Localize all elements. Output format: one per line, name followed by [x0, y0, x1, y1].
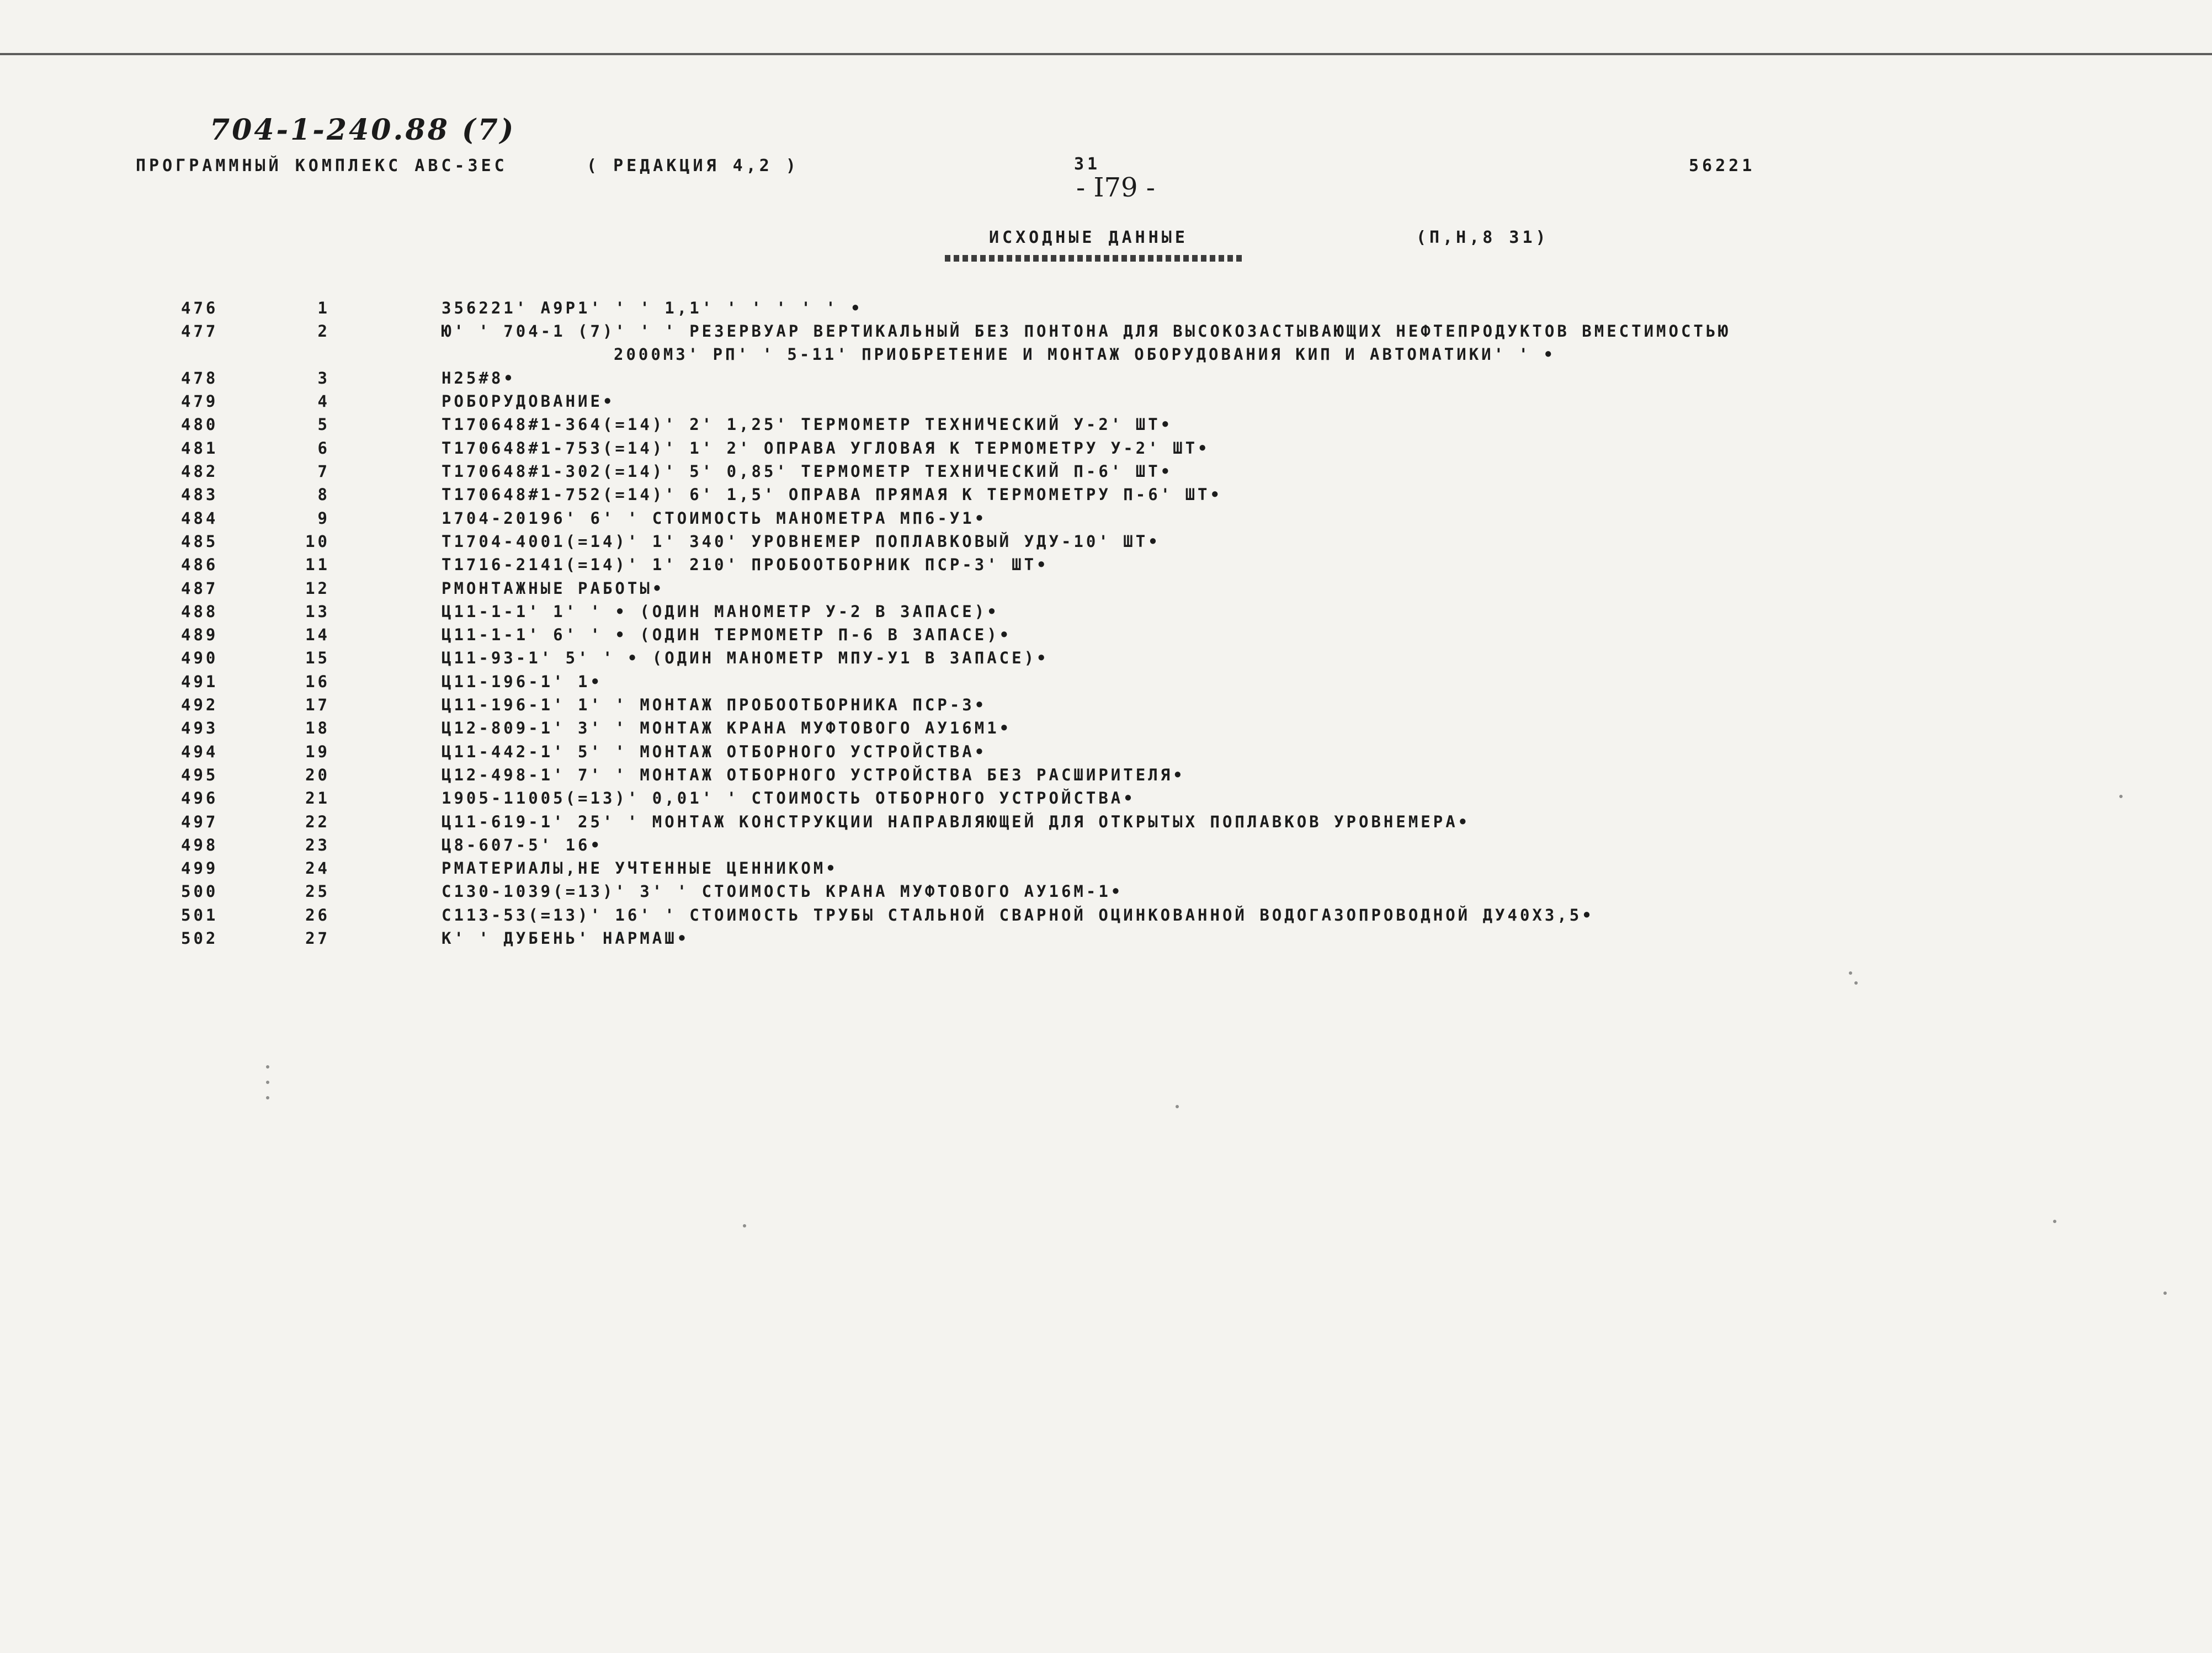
sequence-number: 23 [305, 835, 330, 854]
sequence-number: 14 [305, 625, 330, 645]
line-number: 478 [181, 368, 219, 387]
line-number: 485 [181, 531, 219, 551]
record-text: 356221' А9Р1' ' ' 1,1' ' ' ' ' ' • [442, 299, 863, 317]
line-number: 490 [181, 649, 219, 668]
line-number: 495 [181, 765, 219, 784]
scan-speck [1849, 971, 1852, 975]
sequence-number: 3 [317, 368, 330, 387]
record-continuation: 2000МЗ' РП' ' 5-11' ПРИОБРЕТЕНИЕ И МОНТАЖ ОБОРУДОВАНИЯ КИП И АВТОМАТИКИ' ' • [614, 345, 1556, 364]
line-number: 486 [181, 555, 219, 575]
scan-speck [743, 1224, 746, 1227]
line-number: 494 [181, 742, 219, 761]
sequence-number: 5 [317, 415, 330, 434]
record-text: Т170648#1-753(=14)' 1' 2' ОПРАВА УГЛОВАЯ К ТЕРМОМЕТРУ У-2' ШТ• [442, 438, 1210, 458]
listing-row [0, 880, 2212, 903]
line-number: 491 [181, 672, 219, 691]
line-number: 501 [181, 905, 219, 924]
listing-row [0, 507, 2212, 530]
line-number: 482 [181, 462, 219, 481]
code-right: 56221 [1689, 156, 1756, 176]
listing-row [0, 320, 2212, 366]
line-number: 502 [181, 929, 219, 948]
record-text: Т170648#1-302(=14)' 5' 0,85' ТЕРМОМЕТР ТЕХНИЧЕСКИЙ П-6' ШТ• [442, 462, 1173, 481]
sequence-number: 21 [305, 789, 330, 808]
line-number: 479 [181, 392, 219, 411]
listing-row [0, 530, 2212, 553]
sequence-number: 13 [305, 602, 330, 621]
record-text: Т170648#1-364(=14)' 2' 1,25' ТЕРМОМЕТР ТЕХНИЧЕСКИЙ У-2' ШТ• [442, 415, 1173, 434]
sequence-number: 22 [305, 812, 330, 831]
record-text: Ц12-498-1' 7' ' МОНТАЖ ОТБОРНОГО УСТРОЙСТВА БЕЗ РАСШИРИТЕЛЯ• [442, 765, 1185, 784]
listing-row [0, 857, 2212, 880]
listing-row [0, 460, 2212, 483]
listing-row [0, 623, 2212, 646]
listing-row [0, 646, 2212, 669]
listing-row [0, 670, 2212, 693]
listing-row [0, 693, 2212, 716]
line-number: 496 [181, 789, 219, 808]
line-number: 484 [181, 508, 219, 528]
listing-row [0, 927, 2212, 950]
scan-speck [2053, 1220, 2056, 1223]
listing-row [0, 740, 2212, 763]
line-number: 480 [181, 415, 219, 434]
listing-row [0, 296, 2212, 320]
sequence-number: 4 [317, 392, 330, 411]
sequence-number: 2 [317, 322, 330, 341]
record-text: К' ' ДУБЕНЬ' НАРМАШ• [442, 929, 690, 948]
sequence-number: 8 [317, 485, 330, 504]
sequence-number: 17 [305, 695, 330, 715]
listing-row [0, 390, 2212, 413]
scan-speck [1854, 981, 1858, 985]
record-text: Ю' ' 704-1 (7)' ' ' РЕЗЕРВУАР ВЕРТИКАЛЬНЫЙ БЕЗ ПОНТОНА ДЛЯ ВЫСОКОЗАСТЫВАЮЩИХ НЕФТЕПРОДУКТОВ ВМЕСТИМОСТЬЮ [442, 322, 1731, 341]
record-text: Т1716-2141(=14)' 1' 210' ПРОБООТБОРНИК ПСР-3' ШТ• [442, 555, 1049, 575]
record-text: Ц11-442-1' 5' ' МОНТАЖ ОТБОРНОГО УСТРОЙСТВА• [442, 742, 987, 761]
line-number: 489 [181, 625, 219, 645]
record-text: Ц8-607-5' 16• [442, 835, 603, 854]
listing-row [0, 833, 2212, 857]
edition-label: ( РЕДАКЦИЯ 4,2 ) [587, 156, 799, 176]
sequence-number: 9 [317, 508, 330, 528]
listing [0, 296, 2212, 950]
program-name: ПРОГРАММНЫЙ КОМПЛЕКС АВС-ЗЕС [136, 156, 508, 176]
record-text: РМАТЕРИАЛЫ,НЕ УЧТЕННЫЕ ЦЕННИКОМ• [442, 859, 838, 878]
sequence-number: 1 [317, 299, 330, 317]
listing-row [0, 366, 2212, 390]
line-number: 483 [181, 485, 219, 504]
record-text: Ц11-196-1' 1' ' МОНТАЖ ПРОБООТБОРНИКА ПСР-3• [442, 695, 987, 715]
scan-speck [1176, 1105, 1179, 1108]
line-number: 488 [181, 602, 219, 621]
sequence-number: 16 [305, 672, 330, 691]
listing-row [0, 553, 2212, 576]
line-number: 497 [181, 812, 219, 831]
sequence-number: 12 [305, 578, 330, 598]
listing-row [0, 413, 2212, 436]
record-text: Н25#8• [442, 368, 516, 387]
record-text: Т170648#1-752(=14)' 6' 1,5' ОПРАВА ПРЯМАЯ К ТЕРМОМЕТРУ П-6' ШТ• [442, 485, 1222, 504]
section-title: ИСХОДНЫЕ ДАННЫЕ [989, 228, 1188, 247]
record-text: С130-1039(=13)' 3' ' СТОИМОСТЬ КРАНА МУФТОВОГО АУ16М-1• [442, 882, 1124, 901]
sheet-number: 31 [1074, 155, 1101, 174]
record-text: РОБОРУДОВАНИЕ• [442, 392, 615, 411]
sequence-number: 24 [305, 859, 330, 878]
listing-row [0, 577, 2212, 600]
page-number: - I79 - [1076, 172, 1155, 203]
sequence-number: 15 [305, 649, 330, 668]
scan-speck [266, 1081, 269, 1084]
sequence-number: 25 [305, 882, 330, 901]
scan-speck [266, 1096, 269, 1099]
record-text: Т1704-4001(=14)' 1' 340' УРОВНЕМЕР ПОПЛАВКОВЫЙ УДУ-10' ШТ• [442, 531, 1161, 551]
title-underline [945, 255, 1243, 262]
record-text: Ц11-196-1' 1• [442, 672, 603, 691]
sequence-number: 27 [305, 929, 330, 948]
top-rule [0, 53, 2212, 55]
line-number: 500 [181, 882, 219, 901]
sequence-number: 10 [305, 531, 330, 551]
sequence-number: 11 [305, 555, 330, 575]
listing-row [0, 483, 2212, 506]
listing-row [0, 786, 2212, 810]
record-text: Ц11-1-1' 6' ' • (ОДИН ТЕРМОМЕТР П-6 В ЗАПАСЕ)• [442, 625, 1012, 645]
record-text: Ц11-93-1' 5' ' • (ОДИН МАНОМЕТР МПУ-У1 В ЗАПАСЕ)• [442, 649, 1049, 668]
scan-speck [2119, 795, 2123, 798]
line-number: 476 [181, 299, 219, 317]
line-number: 481 [181, 438, 219, 458]
sequence-number: 19 [305, 742, 330, 761]
listing-row [0, 810, 2212, 833]
record-text: Ц12-809-1' 3' ' МОНТАЖ КРАНА МУФТОВОГО АУ16М1• [442, 719, 1012, 738]
line-number: 487 [181, 578, 219, 598]
line-number: 498 [181, 835, 219, 854]
line-number: 493 [181, 719, 219, 738]
scan-speck [266, 1065, 269, 1069]
listing-row [0, 903, 2212, 927]
sequence-number: 6 [317, 438, 330, 458]
sequence-number: 18 [305, 719, 330, 738]
line-number: 499 [181, 859, 219, 878]
record-text: 1704-20196' 6' ' СТОИМОСТЬ МАНОМЕТРА МП6-У1• [442, 508, 987, 528]
record-text: РМОНТАЖНЫЕ РАБОТЫ• [442, 578, 665, 598]
listing-row [0, 763, 2212, 786]
line-number: 477 [181, 322, 219, 341]
record-text: 1905-11005(=13)' 0,01' ' СТОИМОСТЬ ОТБОРНОГО УСТРОЙСТВА• [442, 789, 1136, 808]
record-text: Ц11-1-1' 1' ' • (ОДИН МАНОМЕТР У-2 В ЗАПАСЕ)• [442, 602, 999, 621]
line-number: 492 [181, 695, 219, 715]
listing-row [0, 600, 2212, 623]
record-text: С113-53(=13)' 16' ' СТОИМОСТЬ ТРУБЫ СТАЛЬНОЙ СВАРНОЙ ОЦИНКОВАННОЙ ВОДОГАЗОПРОВОДНОЙ ДУ40Х3,5• [442, 905, 1594, 924]
handwritten-document-code: 704-1-240.88 (7) [210, 113, 516, 147]
listing-row [0, 716, 2212, 740]
sequence-number: 26 [305, 905, 330, 924]
scan-speck [2163, 1291, 2167, 1295]
record-text: Ц11-619-1' 25' ' МОНТАЖ КОНСТРУКЦИИ НАПРАВЛЯЮЩЕЙ ДЛЯ ОТКРЫТЫХ ПОПЛАВКОВ УРОВНЕМЕРА• [442, 812, 1471, 831]
section-params: (П,Н,8 31) [1416, 228, 1549, 247]
sequence-number: 7 [317, 462, 330, 481]
listing-row [0, 437, 2212, 460]
sequence-number: 20 [305, 765, 330, 784]
